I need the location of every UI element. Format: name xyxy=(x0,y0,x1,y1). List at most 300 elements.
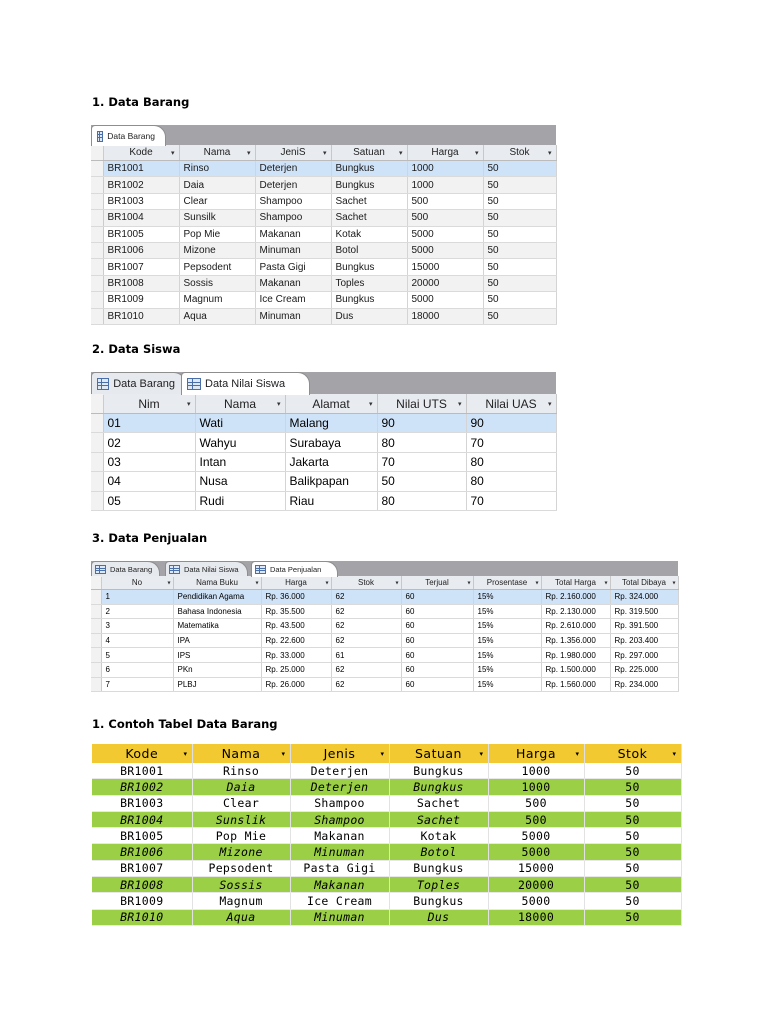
dropdown-arrow-icon[interactable]: ▾ xyxy=(325,580,329,586)
table-cell[interactable]: Daia xyxy=(179,177,255,193)
table-cell[interactable]: Jakarta xyxy=(285,452,377,471)
table-row[interactable] xyxy=(91,177,556,193)
table-cell[interactable]: Toples xyxy=(331,275,407,291)
row-selector[interactable] xyxy=(91,433,103,452)
table-cell: Minuman xyxy=(290,909,389,925)
table-cell: Sachet xyxy=(389,795,488,811)
table-row xyxy=(92,877,681,893)
table-cell[interactable]: 15% xyxy=(473,633,541,648)
table-cell[interactable]: 61 xyxy=(331,648,401,663)
column-header-label: Nilai UAS xyxy=(485,396,537,411)
table-cell[interactable]: 62 xyxy=(331,633,401,648)
table-row[interactable] xyxy=(91,242,556,258)
table-cell[interactable]: BR1006 xyxy=(103,242,179,258)
row-selector[interactable] xyxy=(91,452,103,471)
table-cell[interactable]: 50 xyxy=(483,226,556,242)
table-cell[interactable]: 60 xyxy=(401,604,473,619)
heading-data-barang: 1. Data Barang xyxy=(92,95,190,109)
column-header xyxy=(389,744,488,763)
table-cell[interactable]: Rp. 33.000 xyxy=(261,648,331,663)
column-header[interactable] xyxy=(473,576,541,590)
table-cell[interactable]: BR1001 xyxy=(103,161,179,177)
table-cell[interactable]: 50 xyxy=(483,242,556,258)
table-cell[interactable]: BR1002 xyxy=(103,177,179,193)
row-selector[interactable] xyxy=(91,677,101,692)
column-header-label: Kode xyxy=(129,147,153,158)
table-cell: 500 xyxy=(488,811,584,827)
table-cell[interactable]: Rp. 297.000 xyxy=(610,648,678,663)
column-header[interactable] xyxy=(261,576,331,590)
table-cell[interactable]: Wati xyxy=(195,414,285,433)
table-cell[interactable]: 1000 xyxy=(407,161,483,177)
table-cell[interactable]: Rp. 35.500 xyxy=(261,604,331,619)
table-cell[interactable]: 70 xyxy=(377,452,466,471)
table-cell[interactable]: 1000 xyxy=(407,177,483,193)
contoh-tabel-data-barang xyxy=(92,744,681,926)
row-selector-header[interactable] xyxy=(91,394,103,414)
tab-data-barang[interactable] xyxy=(91,561,160,577)
table-cell[interactable]: Minuman xyxy=(255,242,331,258)
table-row xyxy=(92,795,681,811)
table-cell[interactable]: 15% xyxy=(473,662,541,677)
row-selector[interactable] xyxy=(91,242,103,258)
table-cell[interactable]: 50 xyxy=(483,308,556,324)
data-table xyxy=(91,394,557,511)
table-cell: 1000 xyxy=(488,763,584,779)
table-cell[interactable]: Bungkus xyxy=(331,161,407,177)
table-row[interactable] xyxy=(91,677,678,692)
tab-data-penjualan[interactable] xyxy=(251,561,338,577)
table-row[interactable] xyxy=(91,259,556,275)
column-header[interactable] xyxy=(101,576,173,590)
dropdown-arrow-icon[interactable]: ▾ xyxy=(255,580,259,586)
table-cell[interactable]: Pendidikan Agama xyxy=(173,590,261,605)
dropdown-arrow-icon[interactable]: ▾ xyxy=(368,400,373,408)
table-cell[interactable]: 50 xyxy=(483,259,556,275)
table-cell[interactable]: Surabaya xyxy=(285,433,377,452)
table-cell: Makanan xyxy=(290,828,389,844)
table-cell[interactable]: 62 xyxy=(331,662,401,677)
data-table xyxy=(91,145,557,325)
table-cell[interactable]: 62 xyxy=(331,619,401,634)
table-cell[interactable]: BR1005 xyxy=(103,226,179,242)
table-cell[interactable]: 50 xyxy=(483,275,556,291)
table-cell[interactable]: BR1008 xyxy=(103,275,179,291)
table-cell[interactable]: 5000 xyxy=(407,226,483,242)
table-cell[interactable]: IPS xyxy=(173,648,261,663)
column-header[interactable] xyxy=(285,394,377,414)
column-header xyxy=(290,744,389,763)
table-cell[interactable]: Bungkus xyxy=(331,259,407,275)
table-cell: Botol xyxy=(389,844,488,860)
table-row xyxy=(92,763,681,779)
table-cell[interactable]: 05 xyxy=(103,491,195,510)
table-cell: BR1010 xyxy=(92,909,192,925)
column-header-label: Nama xyxy=(203,147,231,158)
table-cell: Aqua xyxy=(192,909,290,925)
table-cell[interactable]: 60 xyxy=(401,633,473,648)
table-cell[interactable]: Rp. 1.356.000 xyxy=(541,633,610,648)
table-row[interactable] xyxy=(91,226,556,242)
table-cell[interactable]: Shampoo xyxy=(255,210,331,226)
table-cell[interactable]: Rp. 2.160.000 xyxy=(541,590,610,605)
table-cell[interactable]: 15% xyxy=(473,604,541,619)
column-header-label: Total Dibaya xyxy=(621,578,667,587)
dropdown-arrow-icon[interactable]: ▾ xyxy=(395,580,399,586)
table-cell[interactable]: 7 xyxy=(101,677,173,692)
row-selector[interactable] xyxy=(91,210,103,226)
column-header[interactable] xyxy=(610,576,678,590)
dropdown-arrow-icon[interactable]: ▾ xyxy=(322,149,327,157)
heading-contoh-tabel: 1. Contoh Tabel Data Barang xyxy=(92,717,278,731)
table-cell[interactable]: Rp. 36.000 xyxy=(261,590,331,605)
table-row[interactable] xyxy=(91,491,556,510)
table-cell[interactable]: Rinso xyxy=(179,161,255,177)
table-cell[interactable]: Rp. 25.000 xyxy=(261,662,331,677)
dropdown-arrow-icon[interactable]: ▾ xyxy=(170,149,175,157)
table-cell[interactable]: Rp. 1.980.000 xyxy=(541,648,610,663)
table-cell[interactable]: PLBJ xyxy=(173,677,261,692)
table-cell[interactable]: Rp. 391.500 xyxy=(610,619,678,634)
table-cell[interactable]: Sachet xyxy=(331,210,407,226)
row-selector[interactable] xyxy=(91,308,103,324)
table-cell[interactable]: 62 xyxy=(331,677,401,692)
table-cell[interactable]: 4 xyxy=(101,633,173,648)
dropdown-arrow-icon[interactable]: ▾ xyxy=(276,400,281,408)
table-cell[interactable]: Rp. 324.000 xyxy=(610,590,678,605)
table-cell[interactable]: 60 xyxy=(401,648,473,663)
dropdown-arrow-icon[interactable]: ▾ xyxy=(467,580,471,586)
table-row[interactable] xyxy=(91,433,556,452)
table-cell[interactable]: 50 xyxy=(483,161,556,177)
table-cell[interactable]: Nusa xyxy=(195,472,285,491)
dropdown-arrow-icon: ▾ xyxy=(479,749,484,758)
column-header[interactable] xyxy=(195,394,285,414)
dropdown-arrow-icon: ▾ xyxy=(672,749,677,758)
table-cell[interactable]: 15% xyxy=(473,590,541,605)
table-row[interactable] xyxy=(91,275,556,291)
table-cell[interactable]: BR1007 xyxy=(103,259,179,275)
row-selector-header[interactable] xyxy=(91,145,103,161)
table-cell[interactable]: 15000 xyxy=(407,259,483,275)
table-row[interactable] xyxy=(91,604,678,619)
dropdown-arrow-icon[interactable]: ▾ xyxy=(604,580,608,586)
row-selector[interactable] xyxy=(91,259,103,275)
table-cell: Dus xyxy=(389,909,488,925)
column-header-label: Nama Buku xyxy=(196,578,238,587)
column-header-label: Satuan xyxy=(353,147,385,158)
table-cell[interactable]: Malang xyxy=(285,414,377,433)
table-cell[interactable]: Rp. 1.560.000 xyxy=(541,677,610,692)
dropdown-arrow-icon[interactable]: ▾ xyxy=(398,149,403,157)
column-header[interactable] xyxy=(331,145,407,161)
table-cell[interactable]: Aqua xyxy=(179,308,255,324)
table-cell[interactable]: 02 xyxy=(103,433,195,452)
table-cell[interactable]: Balikpapan xyxy=(285,472,377,491)
table-row[interactable] xyxy=(91,590,678,605)
table-cell[interactable]: PKn xyxy=(173,662,261,677)
table-cell[interactable]: Pepsodent xyxy=(179,259,255,275)
table-cell[interactable]: Wahyu xyxy=(195,433,285,452)
table-cell[interactable]: 80 xyxy=(377,491,466,510)
table-cell[interactable]: 1 xyxy=(101,590,173,605)
column-header[interactable] xyxy=(483,145,556,161)
dropdown-arrow-icon[interactable]: ▾ xyxy=(457,400,462,408)
table-cell[interactable]: 50 xyxy=(483,210,556,226)
column-header[interactable] xyxy=(179,145,255,161)
table-cell[interactable]: 60 xyxy=(401,619,473,634)
column-header[interactable] xyxy=(331,576,401,590)
row-selector[interactable] xyxy=(91,161,103,177)
table-cell[interactable]: 50 xyxy=(483,177,556,193)
table-cell[interactable]: Minuman xyxy=(255,308,331,324)
table-cell[interactable]: BR1003 xyxy=(103,193,179,209)
dropdown-arrow-icon[interactable]: ▾ xyxy=(535,580,539,586)
table-row[interactable] xyxy=(91,210,556,226)
tab-label: Data Penjualan xyxy=(270,565,322,574)
table-cell[interactable]: Deterjen xyxy=(255,177,331,193)
table-cell[interactable]: Rp. 2.610.000 xyxy=(541,619,610,634)
table-row[interactable] xyxy=(91,662,678,677)
table-cell: Bungkus xyxy=(389,763,488,779)
column-header-label: Satuan xyxy=(414,746,462,761)
table-cell: BR1008 xyxy=(92,877,192,893)
table-cell[interactable]: BR1009 xyxy=(103,292,179,308)
tab-label: Data Barang xyxy=(113,378,175,390)
table-row[interactable] xyxy=(91,472,556,491)
table-row[interactable] xyxy=(91,193,556,209)
column-header xyxy=(488,744,584,763)
row-selector[interactable] xyxy=(91,275,103,291)
column-header[interactable] xyxy=(466,394,556,414)
table-row[interactable] xyxy=(91,633,678,648)
dropdown-arrow-icon[interactable]: ▾ xyxy=(167,580,171,586)
dropdown-arrow-icon: ▾ xyxy=(281,749,286,758)
table-cell[interactable]: Ice Cream xyxy=(255,292,331,308)
column-header[interactable] xyxy=(541,576,610,590)
row-selector[interactable] xyxy=(91,193,103,209)
dropdown-arrow-icon[interactable]: ▾ xyxy=(186,400,191,408)
table-cell[interactable]: 50 xyxy=(483,193,556,209)
table-cell[interactable]: IPA xyxy=(173,633,261,648)
column-header[interactable] xyxy=(401,576,473,590)
table-cell[interactable]: Rp. 225.000 xyxy=(610,662,678,677)
dropdown-arrow-icon[interactable]: ▾ xyxy=(547,400,552,408)
table-cell[interactable]: 5000 xyxy=(407,242,483,258)
table-cell[interactable]: 70 xyxy=(466,433,556,452)
table-cell[interactable]: Clear xyxy=(179,193,255,209)
table-cell[interactable]: 500 xyxy=(407,193,483,209)
row-selector[interactable] xyxy=(91,491,103,510)
table-cell[interactable]: 2 xyxy=(101,604,173,619)
column-header[interactable] xyxy=(103,394,195,414)
row-selector[interactable] xyxy=(91,292,103,308)
table-cell: 50 xyxy=(584,893,681,909)
table-icon xyxy=(169,565,180,574)
row-selector[interactable] xyxy=(91,226,103,242)
table-cell: Sunslik xyxy=(192,811,290,827)
table-cell[interactable]: 90 xyxy=(466,414,556,433)
table-cell[interactable]: 20000 xyxy=(407,275,483,291)
table-cell[interactable]: BR1010 xyxy=(103,308,179,324)
table-cell[interactable]: Rp. 26.000 xyxy=(261,677,331,692)
row-selector[interactable] xyxy=(91,590,101,605)
column-header xyxy=(584,744,681,763)
tab-data-nilai-siswa[interactable] xyxy=(181,372,310,395)
table-cell[interactable]: 6 xyxy=(101,662,173,677)
column-header-label: Total Harga xyxy=(555,578,596,587)
column-header-label: Jenis xyxy=(323,746,356,761)
table-cell[interactable]: Rp. 234.000 xyxy=(610,677,678,692)
table-cell[interactable]: Rp. 2.130.000 xyxy=(541,604,610,619)
column-header[interactable] xyxy=(103,145,179,161)
table-row[interactable] xyxy=(91,619,678,634)
table-cell[interactable]: Makanan xyxy=(255,226,331,242)
table-cell[interactable]: Rp. 203.400 xyxy=(610,633,678,648)
row-selector[interactable] xyxy=(91,619,101,634)
table-row xyxy=(92,893,681,909)
table-cell[interactable]: Makanan xyxy=(255,275,331,291)
table-cell[interactable]: Matematika xyxy=(173,619,261,634)
table-cell[interactable]: 3 xyxy=(101,619,173,634)
table-cell[interactable]: 60 xyxy=(401,677,473,692)
table-cell[interactable]: 18000 xyxy=(407,308,483,324)
table-row xyxy=(92,909,681,925)
table-cell[interactable]: Sachet xyxy=(331,193,407,209)
table-cell[interactable]: Bahasa Indonesia xyxy=(173,604,261,619)
table-cell[interactable]: 5 xyxy=(101,648,173,663)
table-cell[interactable]: Rudi xyxy=(195,491,285,510)
table-cell: Makanan xyxy=(290,877,389,893)
table-cell[interactable]: 15% xyxy=(473,619,541,634)
table-cell[interactable]: Bungkus xyxy=(331,292,407,308)
table-cell: 5000 xyxy=(488,844,584,860)
table-cell: BR1005 xyxy=(92,828,192,844)
table-cell[interactable]: 62 xyxy=(331,604,401,619)
table-cell[interactable]: Rp. 1.500.000 xyxy=(541,662,610,677)
row-selector[interactable] xyxy=(91,662,101,677)
table-cell[interactable]: 5000 xyxy=(407,292,483,308)
column-header-label: Nim xyxy=(138,396,160,411)
table-cell[interactable]: 500 xyxy=(407,210,483,226)
table-cell[interactable]: 80 xyxy=(466,472,556,491)
column-header[interactable] xyxy=(377,394,466,414)
column-header-label: Terjual xyxy=(425,578,449,587)
dropdown-arrow-icon[interactable]: ▾ xyxy=(672,580,676,586)
table-cell: Ice Cream xyxy=(290,893,389,909)
table-cell[interactable]: 03 xyxy=(103,452,195,471)
tab-label: Data Nilai Siswa xyxy=(205,378,286,390)
table-row[interactable] xyxy=(91,452,556,471)
dropdown-arrow-icon[interactable]: ▾ xyxy=(474,149,479,157)
table-cell: Clear xyxy=(192,795,290,811)
table-cell: Magnum xyxy=(192,893,290,909)
table-cell[interactable]: 50 xyxy=(377,472,466,491)
table-cell: 50 xyxy=(584,877,681,893)
table-cell: 5000 xyxy=(488,828,584,844)
column-header[interactable] xyxy=(173,576,261,590)
table-cell[interactable]: Pasta Gigi xyxy=(255,259,331,275)
table-row[interactable] xyxy=(91,414,556,433)
table-cell[interactable]: 15% xyxy=(473,677,541,692)
row-selector-header[interactable] xyxy=(91,576,101,590)
table-row[interactable] xyxy=(91,292,556,308)
tab-data-barang[interactable] xyxy=(91,372,186,395)
tab-label: Data Nilai Siswa xyxy=(184,565,239,574)
table-cell: BR1006 xyxy=(92,844,192,860)
table-cell[interactable]: Bungkus xyxy=(331,177,407,193)
table-cell[interactable]: 80 xyxy=(466,452,556,471)
table-cell: Deterjen xyxy=(290,779,389,795)
table-cell[interactable]: Kotak xyxy=(331,226,407,242)
column-header[interactable] xyxy=(255,145,331,161)
table-cell[interactable]: 15% xyxy=(473,648,541,663)
tab-data-nilai-siswa[interactable] xyxy=(165,561,248,577)
table-cell[interactable]: Intan xyxy=(195,452,285,471)
dropdown-arrow-icon: ▾ xyxy=(575,749,580,758)
table-cell[interactable]: Rp. 22.600 xyxy=(261,633,331,648)
row-selector[interactable] xyxy=(91,414,103,433)
table-cell: BR1007 xyxy=(92,860,192,876)
table-cell[interactable]: Botol xyxy=(331,242,407,258)
table-cell[interactable]: 70 xyxy=(466,491,556,510)
table-cell[interactable]: 60 xyxy=(401,590,473,605)
tab-data-barang[interactable] xyxy=(91,125,166,146)
table-cell[interactable]: Shampoo xyxy=(255,193,331,209)
tab-label: Data Barang xyxy=(110,565,153,574)
table-cell[interactable]: 50 xyxy=(483,292,556,308)
row-selector[interactable] xyxy=(91,472,103,491)
table-cell[interactable]: Mizone xyxy=(179,242,255,258)
column-header[interactable] xyxy=(407,145,483,161)
tab-strip xyxy=(91,125,556,145)
column-header-label: Stok xyxy=(509,147,530,158)
table-cell[interactable]: Magnum xyxy=(179,292,255,308)
table-cell[interactable]: BR1004 xyxy=(103,210,179,226)
table-cell: BR1002 xyxy=(92,779,192,795)
table-icon xyxy=(97,131,103,142)
row-selector[interactable] xyxy=(91,177,103,193)
table-cell: Sachet xyxy=(389,811,488,827)
table-cell[interactable]: 80 xyxy=(377,433,466,452)
table-cell[interactable]: Rp. 43.500 xyxy=(261,619,331,634)
dropdown-arrow-icon[interactable]: ▾ xyxy=(547,149,552,157)
table-cell[interactable]: Pop Mie xyxy=(179,226,255,242)
row-selector[interactable] xyxy=(91,604,101,619)
table-row[interactable] xyxy=(91,648,678,663)
table-cell: Daia xyxy=(192,779,290,795)
dropdown-arrow-icon[interactable]: ▾ xyxy=(246,149,251,157)
table-cell[interactable]: 04 xyxy=(103,472,195,491)
table-row[interactable] xyxy=(91,161,556,177)
row-selector[interactable] xyxy=(91,633,101,648)
table-cell[interactable]: Sunsilk xyxy=(179,210,255,226)
table-cell[interactable]: 62 xyxy=(331,590,401,605)
table-cell[interactable]: Rp. 319.500 xyxy=(610,604,678,619)
column-header-label: Harga xyxy=(515,746,557,761)
column-header xyxy=(192,744,290,763)
table-cell[interactable]: 90 xyxy=(377,414,466,433)
table-cell[interactable]: Sossis xyxy=(179,275,255,291)
table-cell: 1000 xyxy=(488,779,584,795)
row-selector[interactable] xyxy=(91,648,101,663)
table-cell[interactable]: Deterjen xyxy=(255,161,331,177)
table-cell[interactable]: 60 xyxy=(401,662,473,677)
table-cell[interactable]: Riau xyxy=(285,491,377,510)
table-row[interactable] xyxy=(91,308,556,324)
table-cell[interactable]: 01 xyxy=(103,414,195,433)
table-cell[interactable]: Dus xyxy=(331,308,407,324)
